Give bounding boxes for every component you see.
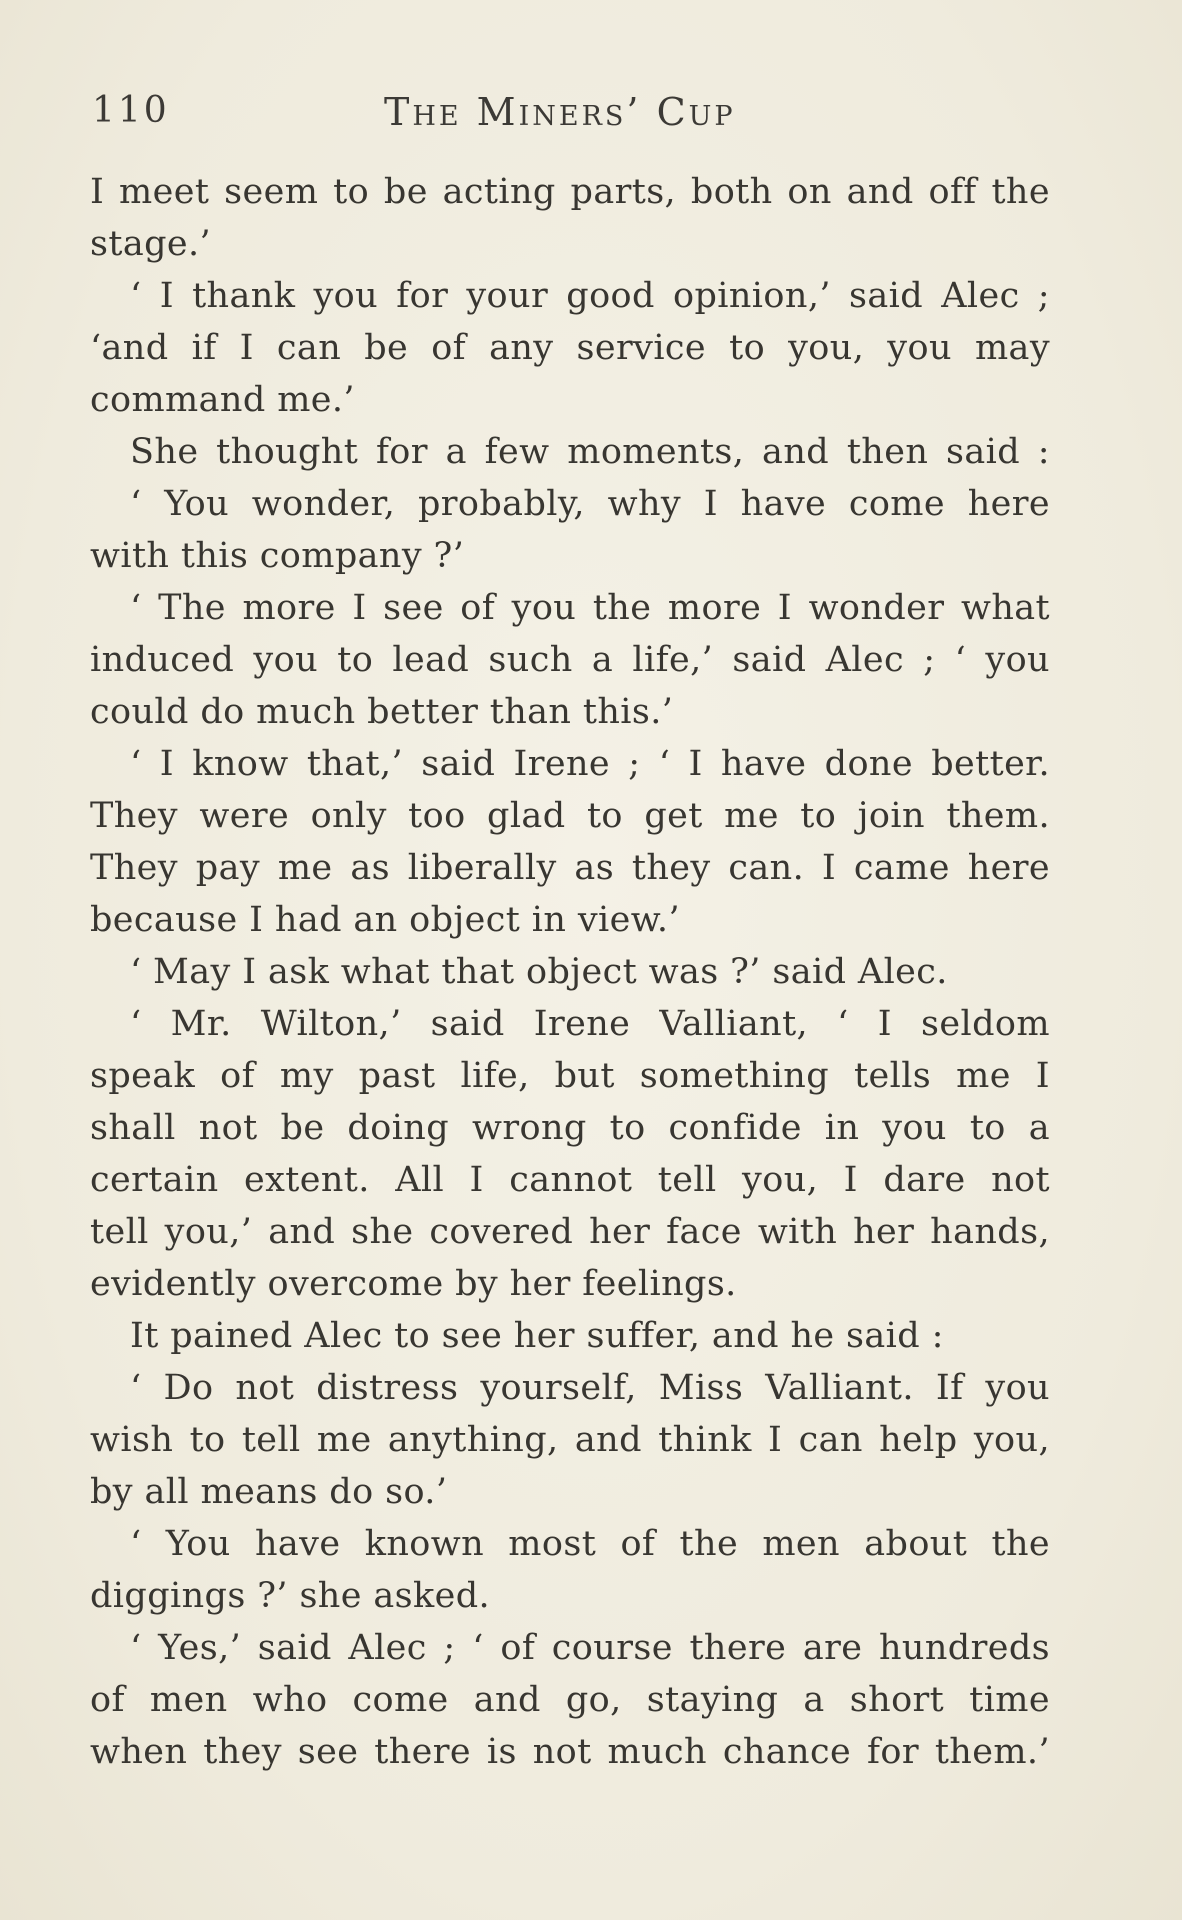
text-line: ‘ May I ask what that object was ?’ said Alec. [130,952,948,992]
text-line: ‘and if I can be of any service to you, you may [90,328,1050,368]
text-line: I meet seem to be acting parts, both on and off the [90,172,1050,212]
text-line: speak of my past life, but something tells me I [90,1056,1050,1096]
text-line: command me.’ [90,380,355,420]
text-line: tell you,’ and she covered her face with her hands, [90,1212,1050,1252]
text-line: ‘ Mr. Wilton,’ said Irene Valliant, ‘ I seldom [130,1004,1050,1044]
text-line: ‘ I know that,’ said Irene ; ‘ I have done better. [130,744,1050,784]
text-line: with this company ?’ [90,536,465,576]
page-number: 110 [92,90,170,131]
page-header [92,84,1047,144]
text-line: shall not be doing wrong to confide in you to a [90,1108,1050,1148]
running-title: The Miners’ Cup [384,90,736,134]
text-line: ‘ You have known most of the men about the [130,1524,1050,1564]
text-line: stage.’ [90,224,212,264]
text-line: when they see there is not much chance for them.’ [90,1732,1050,1772]
text-line: ‘ Yes,’ said Alec ; ‘ of course there are hundreds [130,1628,1050,1668]
body-text [90,166,1050,1778]
text-line: diggings ?’ she asked. [90,1576,491,1616]
text-line: by all means do so.’ [90,1472,448,1512]
text-line: because I had an object in view.’ [90,900,680,940]
text-line: ‘ I thank you for your good opinion,’ said Alec ; [130,276,1050,316]
text-line: ‘ You wonder, probably, why I have come here [130,484,1050,524]
text-line: wish to tell me anything, and think I can help you, [90,1420,1050,1460]
text-line: of men who come and go, staying a short time [90,1680,1050,1720]
text-line: induced you to lead such a life,’ said Alec ; ‘ you [90,640,1050,680]
text-line: They were only too glad to get me to join them. [90,796,1050,836]
text-line: evidently overcome by her feelings. [90,1264,737,1304]
text-line: certain extent. All I cannot tell you, I dare not [90,1160,1050,1200]
text-line: ‘ Do not distress yourself, Miss Valliant. If you [130,1368,1050,1408]
text-line: could do much better than this.’ [90,692,674,732]
text-line: It pained Alec to see her suffer, and he said : [130,1316,944,1356]
text-line: They pay me as liberally as they can. I came here [90,848,1050,888]
text-line: She thought for a few moments, and then said : [130,432,1050,472]
text-line: ‘ The more I see of you the more I wonder what [130,588,1050,628]
